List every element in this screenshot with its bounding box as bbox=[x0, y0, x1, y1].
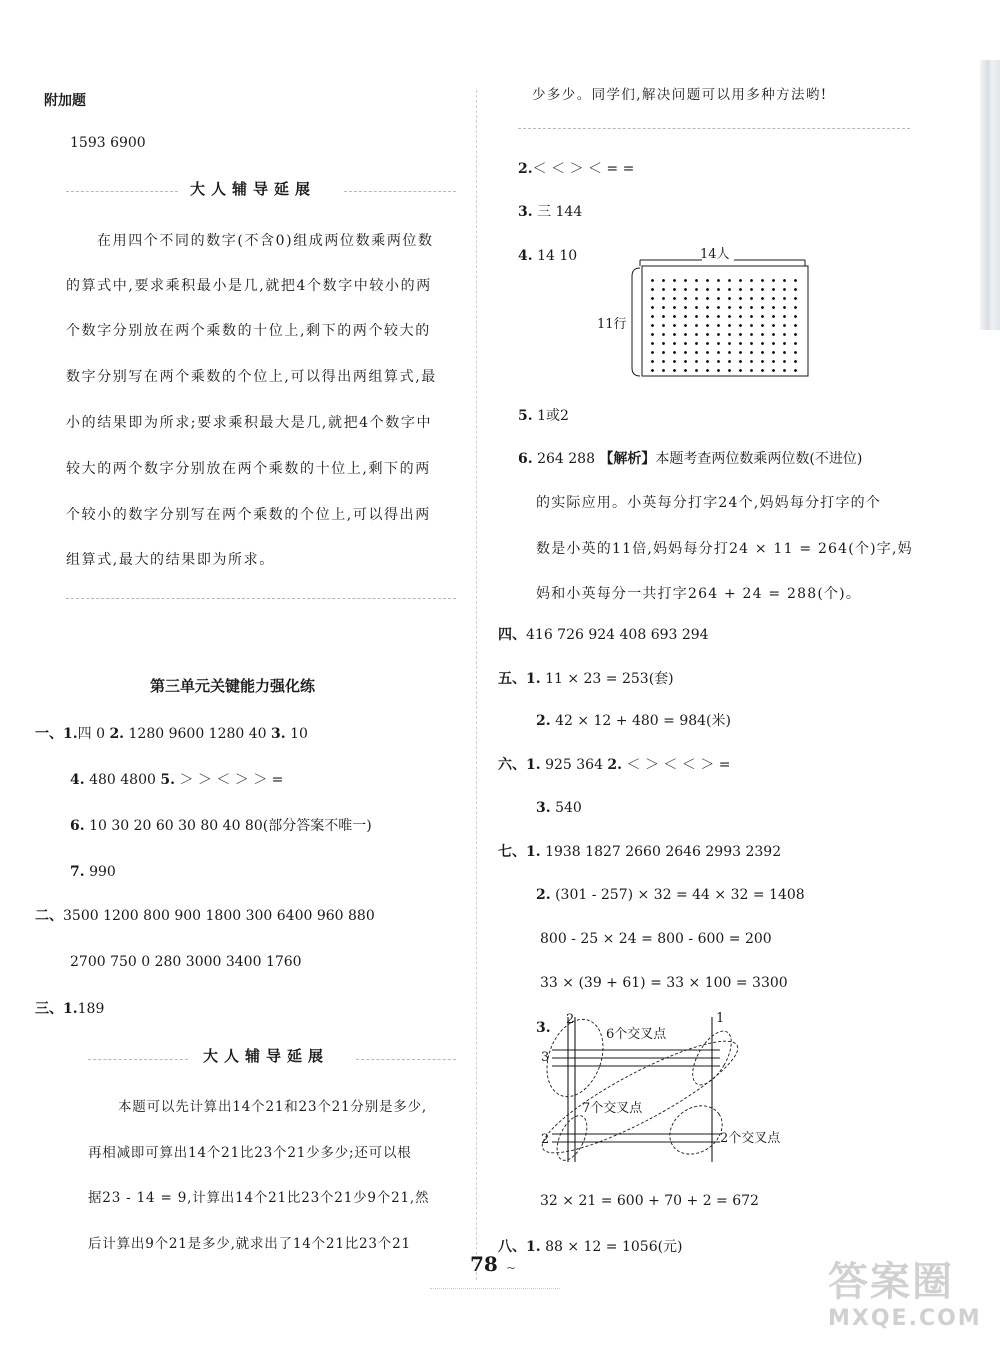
ellipse-7 bbox=[532, 1024, 749, 1170]
item-label: 2. bbox=[109, 726, 125, 742]
diagram-number: 2 bbox=[541, 1132, 550, 1147]
footer-divider bbox=[430, 1288, 560, 1289]
paragraph-line: 的算式中,要求乘积最小是几,就把4个数字中较小的两 bbox=[66, 278, 432, 294]
item-label: 3. bbox=[518, 204, 533, 220]
answer-qi-3-formula: 32 × 21 = 600 + 70 + 2 = 672 bbox=[540, 1193, 759, 1209]
item-label: 三、1. bbox=[35, 1001, 78, 1017]
divider bbox=[356, 1059, 456, 1060]
item-label: 七、1. bbox=[498, 844, 541, 860]
answer-line-4 bbox=[70, 865, 116, 879]
item-label: 3. bbox=[536, 1020, 551, 1036]
item-text: 1280 9600 1280 40 bbox=[128, 726, 272, 742]
answer-wu-2 bbox=[536, 714, 731, 728]
paragraph-line: 少多少。同学们,解决问题可以用多种方法哟! bbox=[532, 87, 828, 103]
item-label: 2. bbox=[518, 161, 533, 177]
item-label: 6. bbox=[518, 451, 533, 467]
diagram-number: 2 bbox=[566, 1012, 575, 1027]
item-label: 五、1. bbox=[498, 671, 541, 687]
item-label: 5. bbox=[160, 772, 175, 788]
paragraph-line: 数是小英的11倍,妈妈每分打24 × 11 = 264(个)字,妈 bbox=[536, 541, 913, 557]
ellipse-2 bbox=[660, 1096, 731, 1164]
item-text: ＜ ＞ ＜ ＜ ＞ = bbox=[626, 757, 731, 773]
answer-line-7 bbox=[35, 1002, 104, 1016]
diagram-label: 2个交叉点 bbox=[720, 1131, 781, 1146]
answer-qi-2c: 33 × (39 + 61) = 33 × 100 = 3300 bbox=[540, 975, 788, 991]
paragraph-line: 再相减即可算出14个21比23个21少多少;还可以根 bbox=[88, 1145, 412, 1161]
paragraph-line: 妈和小英每分一共打字264 + 24 = 288(个)。 bbox=[536, 586, 862, 602]
item-text: 540 bbox=[555, 800, 582, 816]
section-heading-daren-2: 大人辅导延展 bbox=[203, 1047, 330, 1065]
divider bbox=[518, 128, 910, 129]
unit-title: 第三单元关键能力强化练 bbox=[150, 677, 316, 695]
answer-liu-3 bbox=[536, 801, 582, 815]
diagram-number: 3 bbox=[541, 1050, 550, 1065]
item-label: 7. bbox=[70, 864, 85, 880]
item-text: 925 364 bbox=[545, 757, 608, 773]
paragraph-line: 个数字分别放在两个乘数的十位上,剩下的两个较大的 bbox=[66, 323, 431, 339]
answer-qi-2b: 800 - 25 × 24 = 800 - 600 = 200 bbox=[540, 931, 772, 947]
answer-liu-1 bbox=[498, 758, 730, 772]
item-text: 1938 1827 2660 2646 2993 2392 bbox=[545, 844, 782, 860]
analysis-tag: 【解析】 bbox=[599, 451, 656, 467]
paragraph-line: 数字分别写在两个乘数的个位上,可以得出两组算式,最 bbox=[66, 369, 437, 385]
column-divider bbox=[476, 90, 477, 1280]
item-label: 六、1. bbox=[498, 757, 541, 773]
answer-line-1 bbox=[35, 727, 308, 741]
paragraph-line: 的实际应用。小英每分打字24个,妈妈每分打字的个 bbox=[536, 495, 882, 511]
item-text: 14 10 bbox=[537, 248, 578, 264]
diagram-label: 7个交叉点 bbox=[582, 1101, 643, 1116]
answer-line-2 bbox=[70, 773, 283, 787]
item-text: ＞ ＞ ＜ ＞ ＞ = bbox=[179, 772, 284, 788]
page-edge-shadow bbox=[980, 60, 1000, 330]
page-number: 78 bbox=[470, 1252, 498, 1276]
item-label: 2. bbox=[536, 887, 551, 903]
item-text: 189 bbox=[77, 1001, 105, 1017]
divider bbox=[88, 1059, 188, 1060]
answer-q5 bbox=[518, 409, 569, 423]
item-label: 5. bbox=[518, 408, 533, 424]
item-label: 二、 bbox=[35, 908, 63, 924]
item-text: 264 288 bbox=[537, 451, 600, 467]
diagram-number: 1 bbox=[716, 1011, 725, 1026]
answer-line-3 bbox=[70, 819, 372, 833]
item-label: 6. bbox=[70, 818, 85, 834]
paragraph-line: 后计算出9个21是多少,就求出了14个21比23个21 bbox=[88, 1236, 411, 1252]
item-text: 本题考查两位数乘两位数(不进位) bbox=[655, 451, 863, 467]
answer-wu-1 bbox=[498, 672, 674, 686]
watermark-line: 答案圈 bbox=[828, 1259, 954, 1305]
paragraph-line: 较大的两个数字分别放在两个乘数的十位上,剩下的两 bbox=[66, 461, 431, 477]
item-label: 4. bbox=[518, 248, 533, 264]
divider bbox=[66, 191, 178, 192]
dot-array bbox=[647, 276, 801, 374]
item-text: 990 bbox=[89, 864, 116, 880]
paragraph-line: 小的结果即为所求;要求乘积最大是几,就把4个数字中 bbox=[66, 415, 433, 431]
fujia-answer: 1593 6900 bbox=[70, 135, 146, 151]
answer-qi-2 bbox=[536, 888, 805, 902]
watermark bbox=[828, 1259, 990, 1352]
grid-top-label: 14人 bbox=[700, 247, 730, 262]
answer-q3 bbox=[518, 205, 582, 219]
item-text: 42 × 12 + 480 = 984(米) bbox=[555, 713, 731, 729]
item-text: 2700 750 0 280 3000 3400 1760 bbox=[70, 954, 302, 970]
answer-qi-1 bbox=[498, 845, 781, 859]
item-label: 2. bbox=[607, 757, 623, 773]
divider bbox=[344, 191, 456, 192]
item-label: 4. bbox=[70, 772, 85, 788]
fujia-title: 附加题 bbox=[44, 93, 86, 109]
watermark-line: MXQE.COM bbox=[828, 1306, 982, 1331]
brace-left bbox=[632, 268, 640, 376]
item-text: (301 - 257) × 32 = 44 × 32 = 1408 bbox=[555, 887, 805, 903]
grid-side-label: 11行 bbox=[597, 317, 627, 332]
paragraph-line: 本题可以先计算出14个21和23个21分别是多少, bbox=[118, 1099, 428, 1115]
paragraph-line: 据23 - 14 = 9,计算出14个21比23个21少9个21,然 bbox=[88, 1190, 430, 1206]
answer-q4 bbox=[518, 249, 577, 263]
item-text: 3500 1200 800 900 1800 300 6400 960 880 bbox=[63, 908, 375, 924]
paragraph-line: 在用四个不同的数字(不含0)组成两位数乘两位数 bbox=[97, 233, 434, 249]
page-number-flourish: ~ bbox=[506, 1261, 517, 1275]
divider bbox=[66, 598, 456, 599]
paragraph-line: 组算式,最大的结果即为所求。 bbox=[66, 552, 275, 568]
watermark-text bbox=[828, 1259, 982, 1331]
item-text: 三 144 bbox=[537, 204, 583, 220]
crossing-diagram bbox=[530, 1012, 810, 1172]
item-label: 2. bbox=[536, 713, 551, 729]
item-text: 10 bbox=[290, 726, 308, 742]
ellipse-4 bbox=[551, 1111, 593, 1165]
item-text: 416 726 924 408 693 294 bbox=[526, 627, 709, 643]
item-label: 3. bbox=[536, 800, 551, 816]
answer-q2 bbox=[518, 162, 634, 176]
answer-line-5 bbox=[35, 909, 375, 923]
item-text: 480 4800 bbox=[89, 772, 161, 788]
item-text: 88 × 12 = 1056(元) bbox=[545, 1239, 683, 1255]
diagram-label: 6个交叉点 bbox=[606, 1027, 667, 1042]
paragraph-line: 个较小的数字分别写在两个乘数的个位上,可以得出两 bbox=[66, 507, 431, 523]
item-label: 一、1. bbox=[35, 726, 78, 742]
item-text: 11 × 23 = 253(套) bbox=[545, 671, 674, 687]
item-text: 10 30 20 60 30 80 40 80(部分答案不唯一) bbox=[89, 818, 372, 834]
item-label: 3. bbox=[271, 726, 286, 742]
answer-q6 bbox=[518, 452, 862, 466]
section-heading-daren-1: 大人辅导延展 bbox=[190, 180, 317, 198]
answer-si bbox=[498, 628, 709, 642]
item-text: 1或2 bbox=[537, 408, 569, 424]
item-label: 四、 bbox=[498, 627, 526, 643]
answer-ba-1 bbox=[498, 1240, 683, 1254]
item-label: 八、1. bbox=[498, 1239, 541, 1255]
answer-line-6 bbox=[70, 955, 302, 969]
item-text: ＜ ＜ ＞ ＜ = = bbox=[532, 161, 635, 177]
item-text: 四 0 bbox=[77, 726, 110, 742]
